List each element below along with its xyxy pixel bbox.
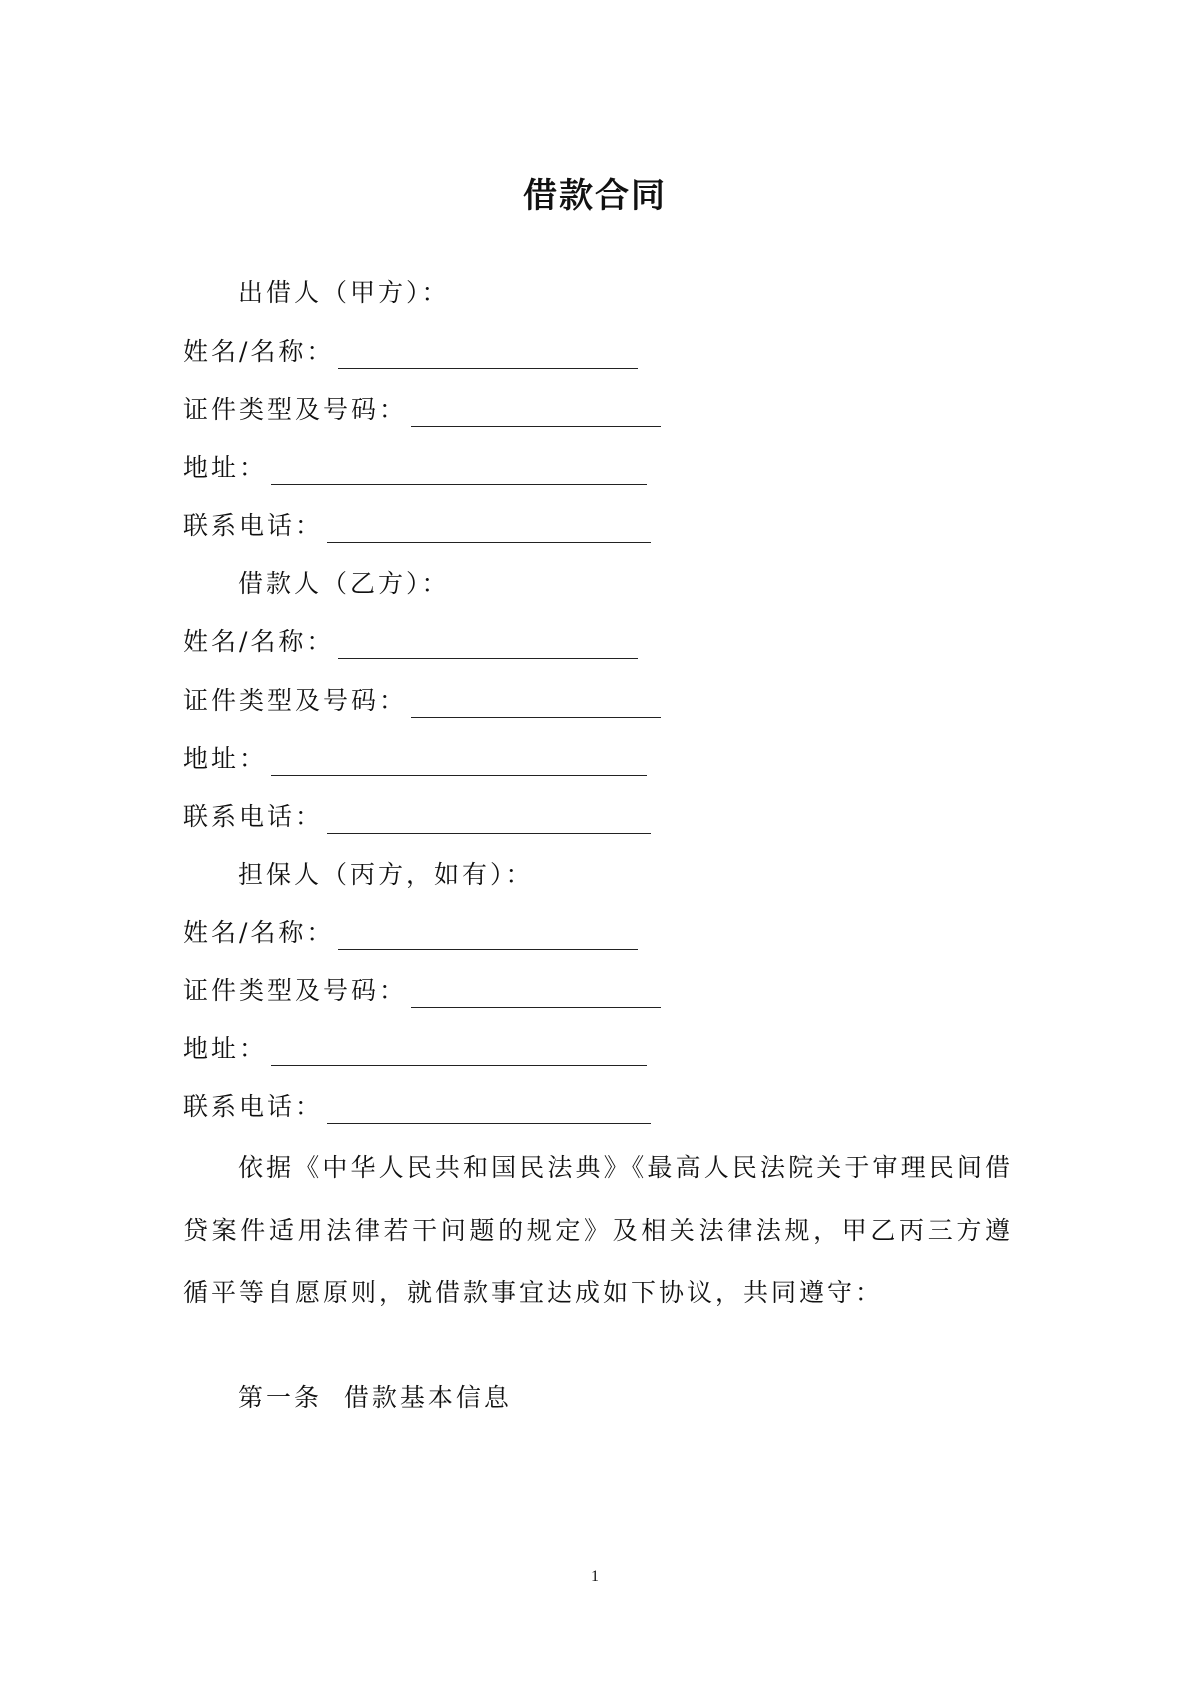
party-b-name-blank[interactable] <box>338 628 638 659</box>
party-b-address-blank[interactable] <box>271 745 647 776</box>
party-a-id-label: 证件类型及号码： <box>183 395 408 424</box>
preamble-paragraph: 依据《中华人民共和国民法典》《最高人民法院关于审理民间借贷案件适用法律若干问题的规定》及相关法律法规，甲乙丙三方遵循平等自愿原则，就借款事宜达成如下协议，共同遵守： <box>183 1153 1013 1307</box>
party-b-heading: 借款人（乙方）： <box>238 569 450 598</box>
party-b-address-label: 地址： <box>183 744 268 773</box>
party-c-phone-blank[interactable] <box>327 1093 651 1124</box>
page-number: 1 <box>591 1568 599 1585</box>
party-a-name-label: 姓名/名称： <box>183 337 335 366</box>
party-c-address-label: 地址： <box>183 1034 268 1063</box>
party-b-phone-blank[interactable] <box>327 803 651 834</box>
party-a-heading: 出借人（甲方）： <box>238 278 450 307</box>
party-a-id-blank[interactable] <box>411 396 661 427</box>
party-b-phone-label: 联系电话： <box>183 802 324 831</box>
party-c-id-blank[interactable] <box>411 977 661 1008</box>
party-c-address-row <box>183 1032 647 1066</box>
party-b-phone-row <box>183 800 651 834</box>
party-c-name-label: 姓名/名称： <box>183 918 335 947</box>
party-b-id-row <box>183 684 661 718</box>
party-a-name-blank[interactable] <box>338 338 638 369</box>
party-c-phone-row <box>183 1090 651 1124</box>
party-a-phone-row <box>183 509 651 543</box>
party-c-id-label: 证件类型及号码： <box>183 976 408 1005</box>
section-heading: 第一条 借款基本信息 <box>238 1383 512 1412</box>
party-a-phone-blank[interactable] <box>327 512 651 543</box>
party-a-address-row <box>183 451 647 485</box>
party-b-name-row <box>183 625 638 659</box>
party-b-address-row <box>183 742 647 776</box>
party-c-id-row <box>183 974 661 1008</box>
party-a-id-row <box>183 393 661 427</box>
party-c-address-blank[interactable] <box>271 1035 647 1066</box>
party-a-address-label: 地址： <box>183 453 268 482</box>
party-c-name-blank[interactable] <box>338 919 638 950</box>
document-title: 借款合同 <box>523 176 667 216</box>
party-b-name-label: 姓名/名称： <box>183 627 335 656</box>
party-b-id-blank[interactable] <box>411 687 661 718</box>
party-a-phone-label: 联系电话： <box>183 511 324 540</box>
party-c-name-row <box>183 916 638 950</box>
party-b-id-label: 证件类型及号码： <box>183 686 408 715</box>
party-a-name-row <box>183 335 638 369</box>
party-c-heading: 担保人（丙方，如有）： <box>238 860 534 889</box>
party-a-address-blank[interactable] <box>271 454 647 485</box>
party-c-phone-label: 联系电话： <box>183 1092 324 1121</box>
